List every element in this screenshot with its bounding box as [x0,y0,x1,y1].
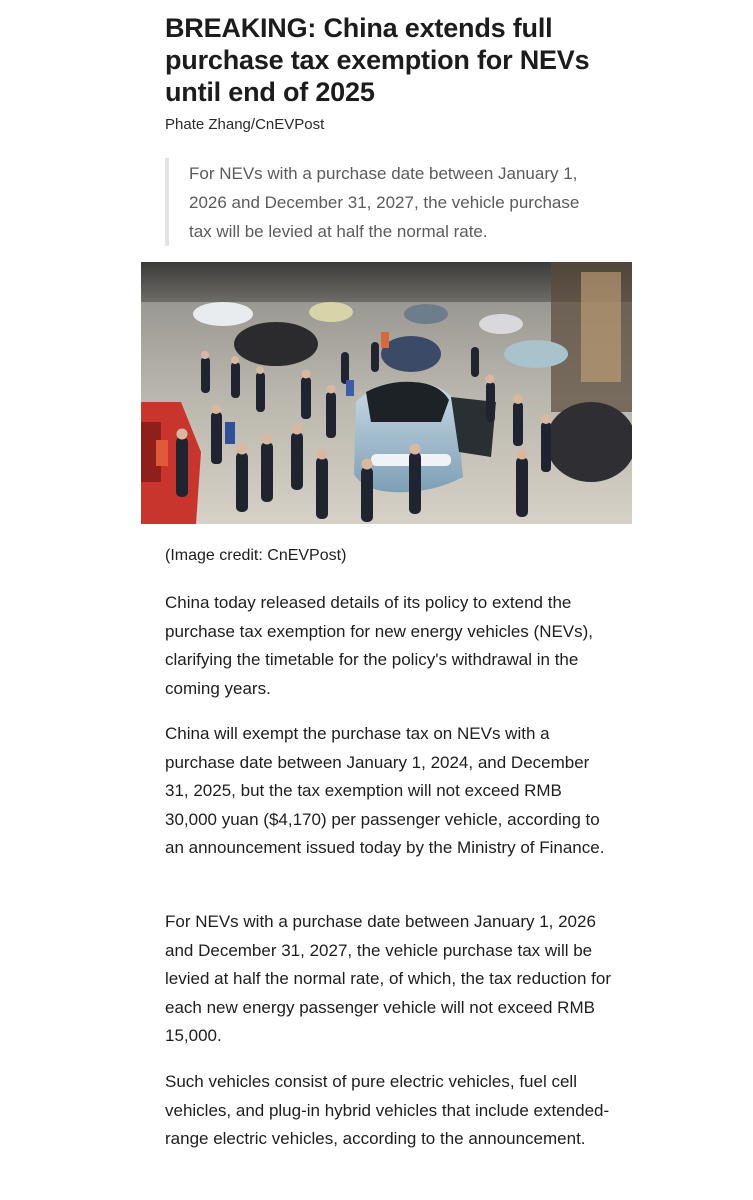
body-paragraph: Such vehicles consist of pure electric vehicles, fuel cell vehicles, and plug-in hybrid vehicles that include extended-range electric vehicles, according to the announcement. [165,1072,610,1149]
byline: Phate Zhang/CnEVPost [165,116,325,133]
pull-quote-text: For NEVs with a purchase date between January 1, 2026 and December 31, 2027, the vehicle purchase tax will be levied at half the normal rate. [189,164,580,241]
auto-show-photo [141,262,632,524]
auto-show-image [141,262,632,524]
pull-quote [165,158,600,246]
headline: BREAKING: China extends full purchase tax exemption for NEVs until end of 2025 [165,13,590,107]
body-paragraph: China will exempt the purchase tax on NEVs with a purchase date between January 1, 2024, and December 31, 2025, but the tax exemption will not exceed RMB 30,000 yuan ($4,170) per passenger vehicle, according to an announcement issued today by the Ministry of Finance. [165,724,605,858]
body-paragraph: For NEVs with a purchase date between January 1, 2026 and December 31, 2027, the vehicle purchase tax will be levied at half the normal rate, of which, the tax reduction for each new energy passenger vehicle will not exceed RMB 15,000. [165,912,612,1046]
image-caption: (Image credit: CnEVPost) [165,547,347,564]
body-paragraph: China today released details of its policy to extend the purchase tax exemption for new energy vehicles (NEVs), clarifying the timetable for the policy's withdrawal in the coming years. [165,593,594,698]
